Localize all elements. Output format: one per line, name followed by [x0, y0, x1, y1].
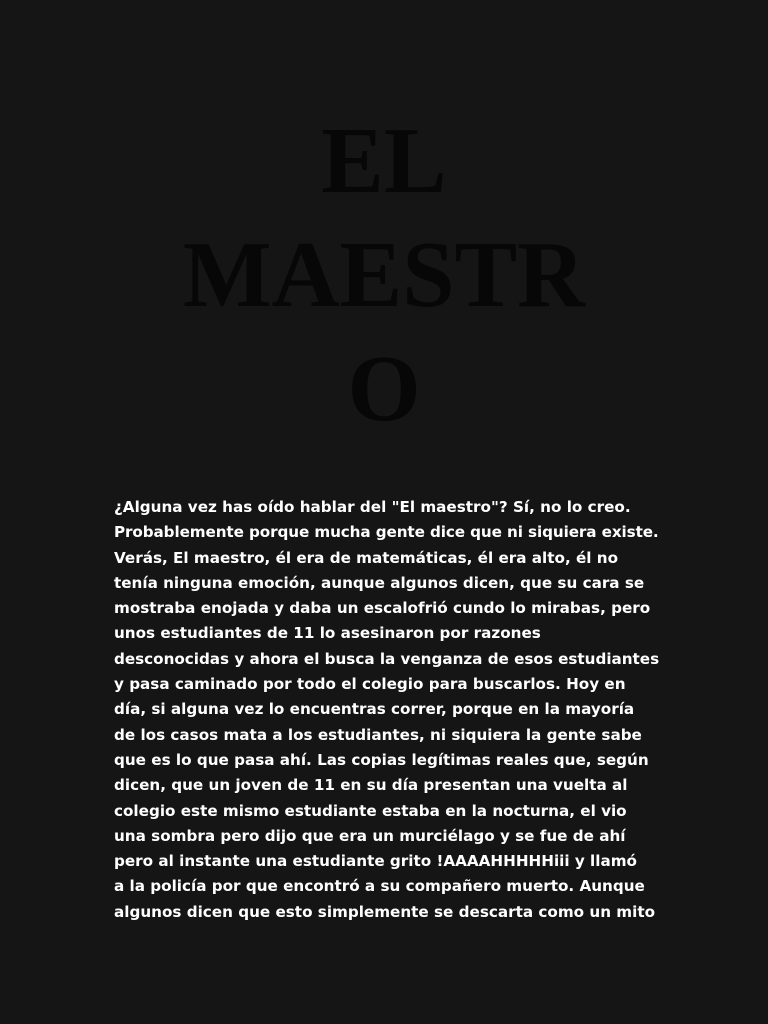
- title-line: EL: [321, 109, 447, 213]
- text-line: de los casos mata a los estudiantes, ni siquiera la gente sabe: [114, 725, 642, 744]
- text-line: a la policía por que encontró a su compañero muerto. Aunque: [114, 877, 645, 896]
- story-paragraph: [114, 495, 659, 925]
- text-line: dicen, que un joven de 11 en su día presentan una vuelta al: [114, 776, 628, 795]
- title-line: O: [347, 337, 421, 441]
- text-line: colegio este mismo estudiante estaba en la nocturna, el vio: [114, 801, 627, 820]
- title-line: MAESTR: [182, 223, 586, 327]
- text-line: tenía ninguna emoción, aunque algunos dicen, que su cara se: [114, 573, 645, 592]
- text-line: Verás, El maestro, él era de matemáticas, él era alto, él no: [114, 548, 619, 567]
- text-line: y pasa caminado por todo el colegio para buscarlos. Hoy en: [114, 675, 626, 694]
- text-line: una sombra pero dijo que era un murciélago y se fue de ahí: [114, 826, 626, 845]
- text-line: algunos dicen que esto simplemente se descarta como un mito: [114, 902, 656, 921]
- text-line: ¿Alguna vez has oído hablar del "El maestro"? Sí, no lo creo.: [114, 498, 631, 516]
- text-line: desconocidas y ahora el busca la venganza de esos estudiantes: [114, 649, 660, 668]
- document-title: [0, 104, 768, 446]
- text-line: día, si alguna vez lo encuentras correr, porque en la mayoría: [114, 700, 635, 719]
- text-line: pero al instante una estudiante grito !AAAAHHHHHiii y llamó: [114, 852, 637, 871]
- text-line: unos estudiantes de 11 lo asesinaron por razones: [114, 624, 541, 643]
- text-line: mostraba enojada y daba un escalofrió cundo lo mirabas, pero: [114, 599, 651, 618]
- text-line: que es lo que pasa ahí. Las copias legítimas reales que, según: [114, 750, 649, 769]
- text-line: Probablemente porque mucha gente dice que ni siquiera existe.: [114, 523, 659, 542]
